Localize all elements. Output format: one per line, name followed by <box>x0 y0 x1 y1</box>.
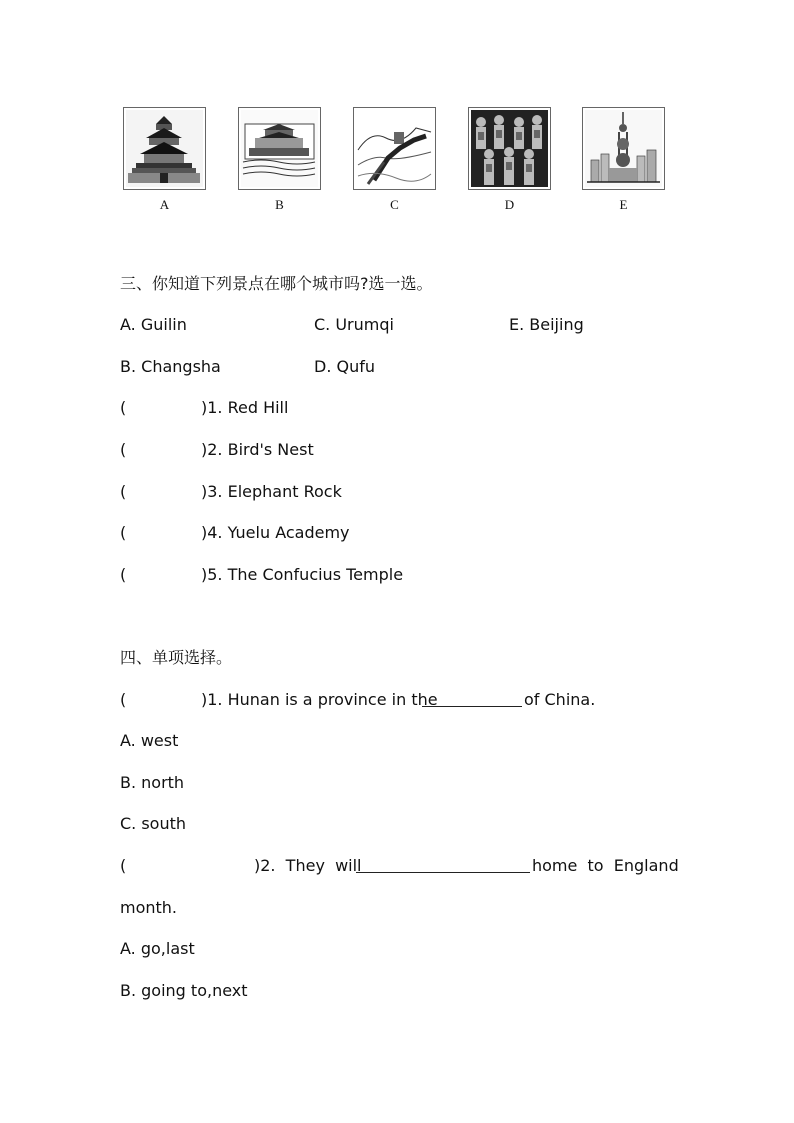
section-3-item-5 <box>0 565 794 585</box>
question-2-middle: home to England <box>532 856 679 875</box>
picture-e <box>582 107 665 190</box>
item-text: )4. Yuelu Academy <box>201 523 350 542</box>
question-1-choice-a: A. west <box>120 731 179 750</box>
question-1-choice-b: B. north <box>120 773 185 792</box>
great-wall-icon <box>356 110 433 187</box>
section-3-heading: 三、你知道下列景点在哪个城市吗?选一选。 <box>120 274 433 293</box>
question-2-blank <box>356 858 530 873</box>
question-2-choice-a: A. go,last <box>120 939 195 958</box>
option-e: E. Beijing <box>509 315 584 334</box>
option-c: C. Urumqi <box>314 315 394 334</box>
picture-a-label: A <box>159 197 170 212</box>
oriental-pearl-tower-icon <box>585 110 662 187</box>
item-text: )3. Elephant Rock <box>201 482 342 501</box>
picture-b-label: B <box>275 197 284 212</box>
section-3-item-2 <box>0 440 794 460</box>
answer-paren: ( <box>120 398 127 417</box>
answer-paren: ( <box>120 523 127 542</box>
question-2-continuation: month. <box>120 898 178 917</box>
option-b: B. Changsha <box>120 357 221 376</box>
temple-of-heaven-icon <box>126 110 203 187</box>
question-2 <box>0 856 794 876</box>
picture-e-label: E <box>619 197 628 212</box>
picture-d-label: D <box>504 197 515 212</box>
answer-paren: ( <box>120 565 127 584</box>
item-text: )1. Red Hill <box>201 398 289 417</box>
question-1-choice-c: C. south <box>120 814 187 833</box>
picture-b <box>238 107 321 190</box>
landmark-pictures <box>0 107 794 217</box>
section-3-options-row-2 <box>0 357 794 377</box>
answer-paren: ( <box>120 482 127 501</box>
item-text: )2. Bird's Nest <box>201 440 314 459</box>
section-3-item-3 <box>0 482 794 502</box>
question-1 <box>0 690 794 710</box>
terracotta-warriors-icon <box>471 110 548 187</box>
question-1-blank <box>422 692 522 707</box>
section-3-item-4 <box>0 523 794 543</box>
question-2-prefix: )2. They will <box>254 856 362 875</box>
picture-c-label: C <box>390 197 399 212</box>
answer-paren: ( <box>120 690 127 709</box>
section-3-options-row-1 <box>0 315 794 335</box>
answer-paren: ( <box>120 440 127 459</box>
picture-d <box>468 107 551 190</box>
picture-a <box>123 107 206 190</box>
answer-paren: ( <box>120 856 127 875</box>
section-4-heading: 四、单项选择。 <box>120 648 233 667</box>
item-text: )5. The Confucius Temple <box>201 565 404 584</box>
option-a: A. Guilin <box>120 315 187 334</box>
tiananmen-icon <box>241 110 318 187</box>
question-1-prefix: )1. Hunan is a province in the <box>201 690 438 709</box>
section-3-item-1 <box>0 398 794 418</box>
question-2-choice-b: B. going to,next <box>120 981 248 1000</box>
question-1-suffix: of China. <box>524 690 596 709</box>
option-d: D. Qufu <box>314 357 375 376</box>
picture-c <box>353 107 436 190</box>
